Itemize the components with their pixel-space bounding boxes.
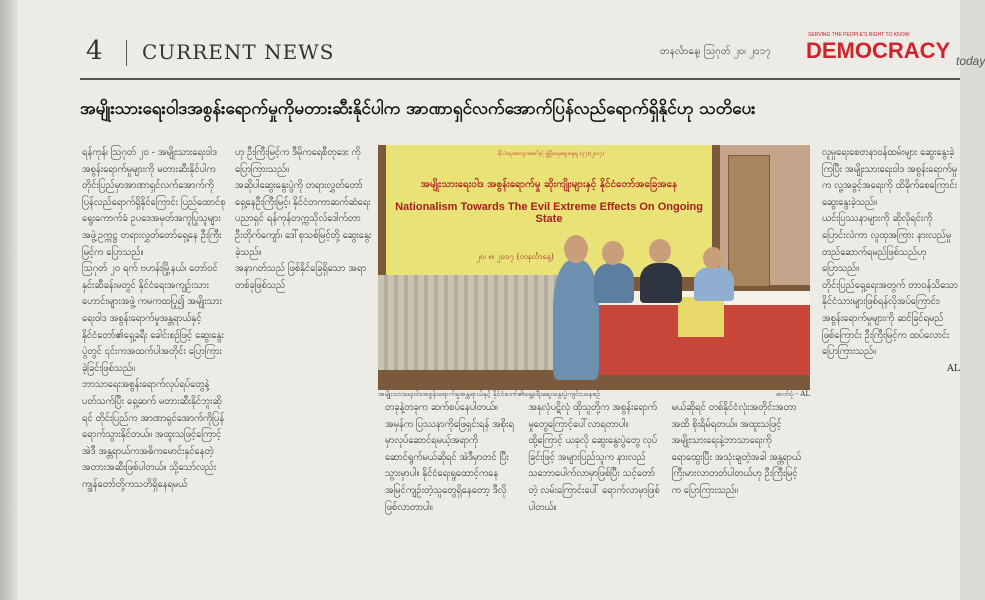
- article-column-4: [528, 400, 661, 595]
- speaker-figure: [694, 267, 734, 301]
- speaker-figure: [640, 263, 682, 303]
- caption-text: အမျိုးသားရေးဝါဒအစွန်းရောက်မှုအန္တရာယ်နှင့် နိုင်ငံတော်၏ရှေ့ခရီးဆွေးနွေးပွဲကျင်းပနေစဉ်: [378, 390, 600, 398]
- paragraph: အနာဂတ်သည် ဖြစ်နိုင်ခြေရှိသော အရာတစ်ခုဖြစ်သည်: [235, 263, 367, 291]
- photo-door: [728, 155, 770, 287]
- paragraph: လူမှုရေးစေတနာဝန်ထမ်းများ ဆွေးနွေးခဲ့ကြပြီး အမျိုးသားရေးဝါဒ အစွန်းရောက်မှုက လူ့အခွင့်အရေးကို ထိခိုက်စေကြောင်း ဆွေးနွေးခဲ့သည်။: [822, 147, 958, 208]
- banner-date: ၂၀၊ ၈၊ ၂၀၁၇ (တနင်္လာနေ့): [476, 252, 555, 261]
- page-header: [80, 30, 985, 70]
- speaker-head: [649, 239, 671, 263]
- article-column-1: [82, 145, 227, 595]
- speaker-head: [564, 235, 588, 263]
- speaker-head: [703, 247, 723, 269]
- article-column-3: [385, 400, 518, 595]
- photo-table-runner: [678, 297, 724, 337]
- publication-logo: [806, 32, 985, 68]
- paragraph: ဟု ဦးကြီးမြင့်က ဒီမိုကရေစီတုဒေး ကို ပြောကြားသည်။: [235, 147, 361, 175]
- photo-curtain: [378, 275, 558, 370]
- speaker-head: [602, 241, 624, 265]
- byline: AL: [947, 362, 960, 374]
- banner-top-text: နိုင်ငံရေးအတွေးအခေါ်နှင့် ဖွံ့ဖြိုးရေးဆွေးနွေးမှု (၃၇)(၂၀၁၇): [497, 151, 605, 157]
- banner-burmese-title: အမျိုးသားရေးဝါဒ အစွန်းရောက်မှု ဆိုးကျိုးများနှင့် နိုင်ငံတော်အခြေအနေ: [420, 179, 678, 190]
- article-photo: [378, 145, 810, 390]
- header-divider: [126, 40, 127, 66]
- logo-today: today: [956, 54, 985, 68]
- issue-date: တနင်္လာနေ့၊ ဩဂုတ် ၂၀၊ ၂၀၁၇: [660, 46, 771, 57]
- paragraph: ရန်ကုန်၊ ဩဂုတ် ၂၀ - အမျိုးသားရေးဝါဒအစွန်းရောက်မှုများကို မတားဆီးနိုင်ပါက တိုင်းပြည်မှာအာဏာရှင်လက်အောက်ကိုပြန်လည်ရောက်ရှိနိုင်ကြောင်း ပြည်ထောင်စုရွေးကောက်ခံ ဥပဒေအမှတ်အကူပြုသူများအဖွဲ့ဥက္ကဋ္ဌ တရားလွှတ်တော်ရှေ့နေ ဦးကြီးမြင့်က ပြောသည်။: [82, 147, 226, 258]
- page-spine: [0, 0, 18, 600]
- paragraph: တခုနဲ့တခုက ဆက်စပ်နေပါတယ်။ အမှန်က ပြဿနာကိုဖြေရှင်းရန် အစိုးရမှာလုပ်ဆောင်ရမယ့်အရာကို ဆောင်ရွက်မယ်ဆိုရင် အဲဒီမှာတင် ပြီးသွားမှာပါ။ နိုင်ငံရေးရှုထောင့်ကနေ အမြင်ကျဥ်းတဲ့သူတွေရှိနေတော့ ဒီလိုဖြစ်လာတာပါ။: [385, 402, 514, 513]
- photo-credit: ဓာတ်ပုံ - AL: [775, 390, 810, 398]
- paragraph: ယင်းပြဿနာများကို ဆိုလိုရင်းကိုပြောင်းလဲကာ လူထုအကြား နားလည်မှုတည်ဆောက်ရမည်ဖြစ်သည်ဟု ပြောသည်။: [822, 213, 952, 275]
- banner-english-title: Nationalism Towards The Evil Extreme Effects On Ongoing State: [395, 201, 703, 225]
- article-lower-columns: [385, 400, 805, 595]
- paragraph: အနုလုံပဋိလုံ ထိုသူတို့က အစွန်းရောက်မှုတွေကြောင့်ပေါ်လာရတာပါ။ ထို့ကြောင့် ယခုလို ဆွေးနွေးပွဲတွေ လုပ်ခြင်းဖြင့် အများပြည်သူက နားလည်သဘောပေါက်လာမှာဖြစ်ပြီး သင့်တော်တဲ့ လမ်းကြောင်းပေါ် ရောက်လာမှာဖြစ်ပါတယ်။: [528, 402, 660, 513]
- paragraph: တိုင်းပြည်ရှေ့ရေးအတွက် တာဝန်သိသော နိုင်ငံသားများဖြစ်ရန်လိုအပ်ကြောင်း၊ အစွန်းရောက်မှုများကို ဆင်ခြင်ရမည်ဖြစ်ကြောင်း ဦးကြီးမြင့်က ထပ်လောင်းပြောကြားသည်။: [822, 279, 958, 358]
- speaker-figure: [594, 263, 634, 303]
- logo-name: DEMOCRACY: [806, 38, 951, 63]
- header-rule: [80, 78, 960, 80]
- paragraph: အဆိုပါဆွေးနွေးပွဲကို တရားလွှတ်တော်ရှေ့နေဦးကြီးမြင့်၊ နိုင်ငံတကာဆက်ဆံရေးပညာရှင် ရန်ကုန်တက္ကသိုလ်ဒေါက်တာ ဦးတိုက်ကျော်၊ ဒေါ်စုသစ်မြင့်တို့ ဆွေးနွေးခဲ့သည်။: [235, 180, 372, 258]
- paragraph: မယ်ဆိုရင် တစ်နိုင်ငံလုံးအတိုင်းအတာအထိ စိုးရိမ်ရတယ်။ အထူးသဖြင့် အမျိုးသားရေးနဲ့ဘာသာရေးကို ရောထွေးပြီး အသုံးချတဲ့အခါ အန္တရာယ်ကြီးမားလာတတ်ပါတယ်ဟု ဦးကြီးမြင့်က ပြောကြားသည်။: [671, 402, 802, 496]
- logo-tagline: SERVING THE PEOPLE'S RIGHT TO KNOW: [808, 32, 910, 38]
- paragraph: ဩဂုတ် ၂၀ ရက် ဗဟန်းမြို့နယ်၊ တော်ဝင်နှင်းဆီခန်းမတွင် နိုင်ငံရေးအကျဉ်းသားဟောင်းများအဖွဲ့ ကမကထပြု၍ အမျိုးသားရေးဝါဒ အစွန်းရောက်မှုအန္တရာယ်နှင့် နိုင်ငံတော်၏ရှေ့ခရီး ခေါင်းစဉ်ဖြင့် ဆွေးနွေးပွဲတွင် ၎င်းကအထက်ပါအတိုင်း ပြောကြားခဲ့ခြင်းဖြစ်သည်။: [82, 263, 224, 374]
- section-title: CURRENT NEWS: [142, 40, 335, 64]
- page-number: 4: [86, 36, 103, 66]
- photo-caption: [378, 390, 810, 400]
- article-column-2: [235, 145, 375, 595]
- article-column-5: [672, 400, 805, 595]
- paragraph: ဘာသာရေးအစွန်းရောက်လုပ်ရပ်တွေနဲ့ပတ်သက်ပြီး ရှေ့ဆက် မတားဆီးနိုင်ဘူးဆိုရင် တိုင်းပြည်က အာဏာရှင်အောက်ကိုပြန်ရောက်သွားနိုင်တယ်။ အထူးသဖြင့်ကြောင့် အဲဒီ အန္တရာယ်ကအဓိကမောင်းနှင်နေတဲ့အတားအဆီးဖြစ်ပါတယ်။ သို့သော်လည်း ကျွန်တော်တို့ကသတိရှိနေရမယ်: [82, 379, 225, 490]
- article-headline: အမျိုးသားရေးဝါဒအစွန်းရောက်မှုကိုမတားဆီးနိုင်ပါက အာဏာရှင်လက်အောက်ပြန်လည်ရောက်ရှိနိုင်ဟု သတိပေး: [80, 99, 756, 119]
- speaker-figure: [553, 260, 599, 380]
- article-column-6: [822, 145, 960, 595]
